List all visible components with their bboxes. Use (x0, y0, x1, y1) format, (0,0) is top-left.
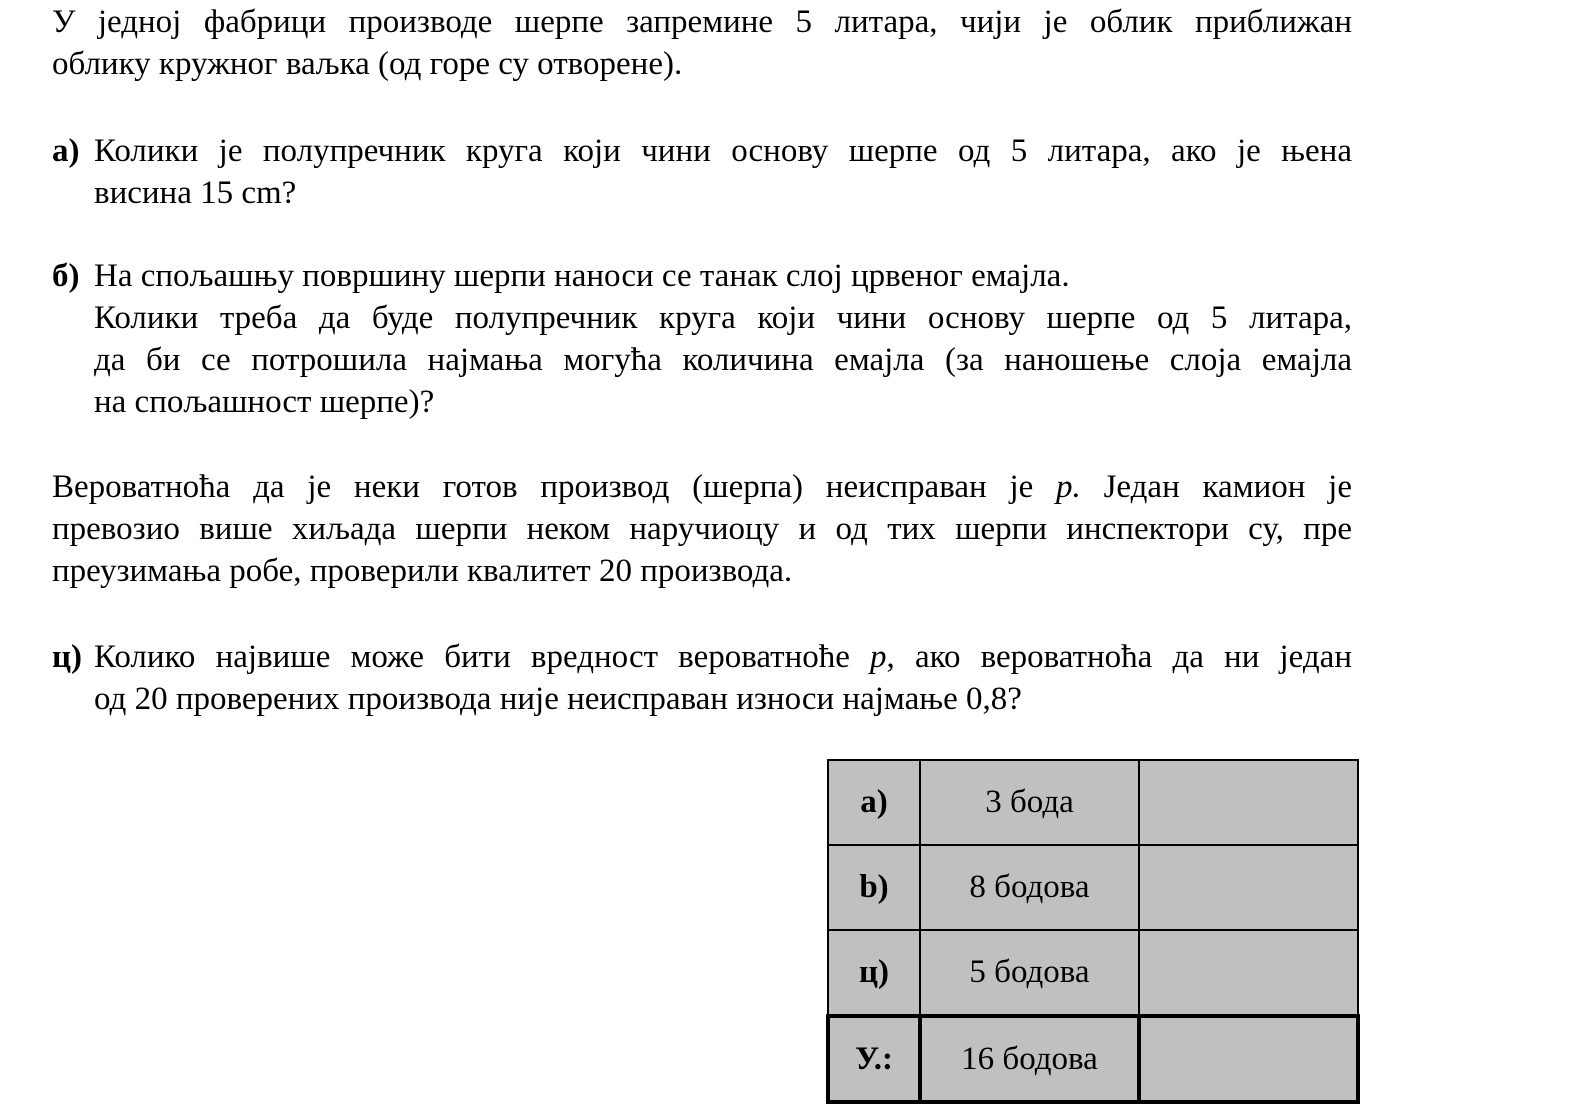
score-points: 3 бода (920, 760, 1139, 845)
question-c-line-2: од 20 проверених производа није неисправан износи најмање 0,8? (94, 681, 1022, 717)
question-b-line-4: на спољашност шерпе)? (94, 384, 435, 420)
total-label: У.: (828, 1016, 920, 1102)
score-row-b (828, 845, 1358, 930)
total-entry-cell[interactable] (1139, 1016, 1358, 1102)
question-b (52, 255, 1352, 423)
intro-line-2: облику кружног ваљка (од горе су отворене). (52, 46, 683, 82)
question-a-letter: а) (52, 133, 80, 169)
question-c-letter: ц) (52, 639, 83, 675)
score-entry-cell[interactable] (1139, 930, 1358, 1016)
question-b-letter: б) (52, 258, 80, 294)
question-c-line-1-start: Колико највише може бити вредност вероватноће (94, 639, 871, 675)
variable-p: p (870, 639, 887, 675)
score-label: ц) (828, 930, 920, 1016)
context-line-2: превозио више хиљада шерпи неком наручиоцу и од тих шерпи инспектори су, пре (52, 511, 1352, 547)
score-points: 8 бодова (920, 845, 1139, 930)
variable-p: p. (1056, 469, 1081, 505)
score-label: b) (828, 845, 920, 930)
score-row-c (828, 930, 1358, 1016)
context-line-1 (52, 466, 1352, 508)
score-row-a (828, 760, 1358, 845)
score-points: 5 бодова (920, 930, 1139, 1016)
context-line-1-end: Један камион је (1080, 469, 1352, 505)
question-b-line-2: Колики треба да буде полупречник круга који чини основу шерпе од 5 литара, (94, 300, 1352, 336)
probability-context (52, 466, 1352, 592)
problem-intro (52, 1, 1352, 85)
context-line-1-start: Вероватноћа да је неки готов производ (шерпа) неисправан је (52, 469, 1057, 505)
score-entry-cell[interactable] (1139, 760, 1358, 845)
score-row-total (828, 1016, 1358, 1102)
score-table (826, 759, 1360, 1104)
score-entry-cell[interactable] (1139, 845, 1358, 930)
question-c-line-1 (94, 636, 1352, 678)
question-a-line-1: Колики је полупречник круга који чини основу шерпе од 5 литара, ако је њена (94, 133, 1352, 169)
intro-line-1: У једној фабрици производе шерпе запремине 5 литара, чији је облик приближан (52, 4, 1352, 40)
score-label: а) (828, 760, 920, 845)
question-b-line-3: да би се потрошила најмања могућа количина емајла (за наношење слоја емајла (94, 342, 1352, 378)
question-c (52, 636, 1352, 720)
question-a (52, 130, 1352, 214)
question-a-line-2: висина 15 cm? (94, 175, 297, 211)
context-line-3: преузимања робе, проверили квалитет 20 производа. (52, 553, 793, 589)
question-b-line-1: На спољашњу површину шерпи наноси се танак слој црвеног емајла. (94, 258, 1070, 294)
question-c-line-1-end: , ако вероватноћа да ни један (886, 639, 1352, 675)
total-points: 16 бодова (920, 1016, 1139, 1102)
